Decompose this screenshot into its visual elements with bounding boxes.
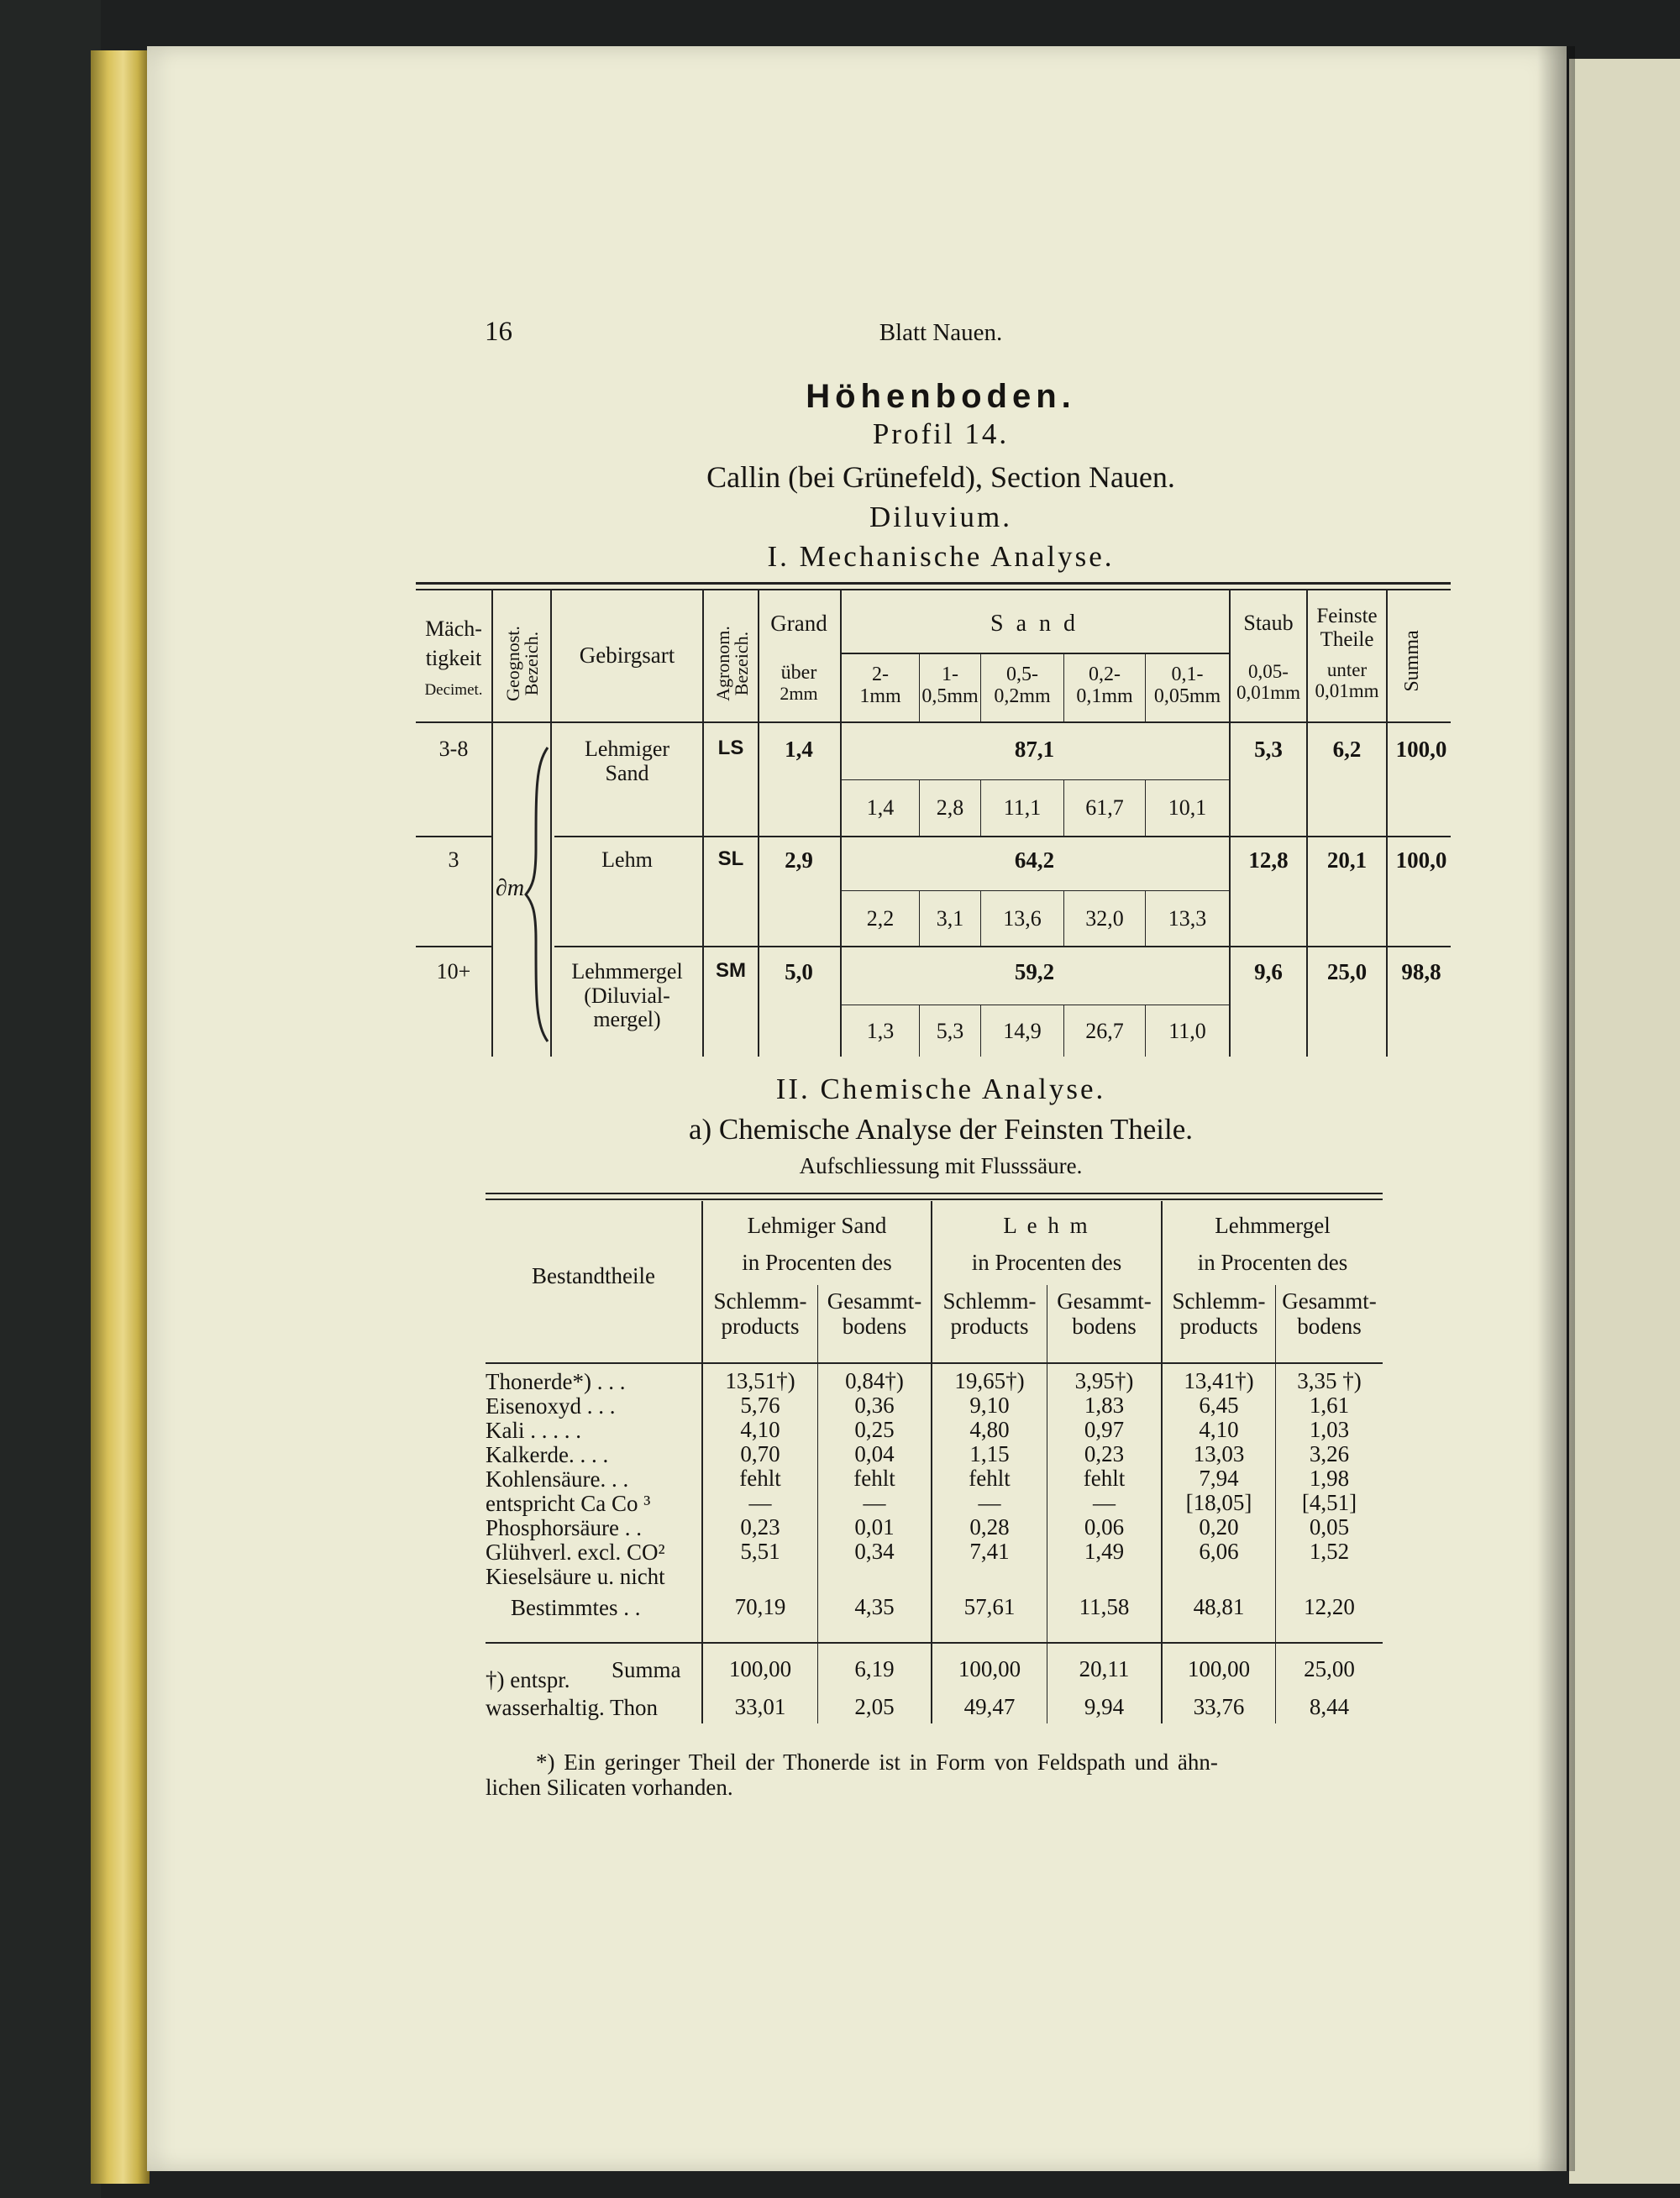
chem-row3-v1: 4,10 [740,1417,780,1442]
chem-row1-v1: 13,51†) [725,1368,795,1393]
chem-row6-v5: [18,05] [1185,1490,1252,1515]
book-cover-left [0,0,101,2198]
chem-row7-v5: 0,20 [1199,1514,1239,1540]
chem-row3-v2: 0,25 [854,1417,895,1442]
summa-v6: 25,00 [1304,1656,1355,1681]
col-grand-header: Grand über 2mm [770,611,827,705]
group2-col-b: Gesammt- bodens [1057,1288,1152,1339]
group1-col-b: Gesammt- bodens [827,1288,922,1339]
chem-row5-v2: fehlt [853,1466,895,1491]
group1-col-a: Schlemm- products [713,1288,807,1339]
chem-row8-v3: 7,41 [969,1539,1010,1564]
sand-fraction-1: 2- 1mm [859,664,901,708]
mech-row2-sand-total: 64,2 [1014,847,1055,873]
chem-row7-v6: 0,05 [1309,1514,1350,1540]
formation-heading: Diluvium. [869,501,1012,533]
ton-v5: 33,76 [1193,1694,1245,1719]
mech-row1-staub: 5,3 [1254,737,1283,762]
chem-row5-v1: fehlt [739,1466,781,1491]
col-agronom-header: Agronom. Bezeich. [712,626,752,701]
ton-v4: 9,94 [1084,1694,1125,1719]
chemical-analysis-heading: II. Chemische Analyse. [775,1073,1106,1105]
ton-label-1: †) entspr. [486,1667,570,1692]
mech-row2-grand: 2,9 [785,847,813,873]
col-gebirgsart-header: Gebirgsart [579,643,675,668]
mech-row2-gebirgsart: Lehm [601,847,653,872]
ton-v2: 2,05 [854,1694,895,1719]
chem-row4-v5: 13,03 [1193,1441,1245,1466]
chem-row1-v6: 3,35 †) [1297,1368,1362,1393]
ton-v1: 33,01 [734,1694,786,1719]
chem-row3-v5: 4,10 [1199,1417,1239,1442]
soil-type-heading: Höhenboden. [806,378,1076,415]
mech-row3-agronom: SM [716,959,746,982]
mech-row3-sand-1: 1,3 [866,1019,895,1043]
chem-row10-v4: 11,58 [1079,1594,1130,1619]
mech-row1-sand-3: 11,1 [1003,795,1042,820]
col-thickness-header: Mäch- tigkeit Decimet. [424,616,483,700]
method-note: Aufschliessung mit Flusssäure. [799,1153,1083,1178]
group2-sub: in Procenten des [971,1250,1122,1275]
mech-row1-sand-5: 10,1 [1168,795,1207,820]
chem-row6-v3: — [978,1490,1001,1515]
group2-name: L e h m [1003,1213,1090,1238]
mech-row3-sand-3: 14,9 [1003,1019,1042,1043]
col-sand-header: S a n d [990,611,1079,637]
geognost-brace [521,739,554,1050]
mechanical-analysis-heading: I. Mechanische Analyse. [767,540,1115,573]
group3-col-b: Gesammt- bodens [1282,1288,1377,1339]
chem-row10-label: Bestimmtes . . [511,1595,641,1620]
footnote-line2: lichen Silicaten vorhanden. [486,1775,733,1800]
mech-row1-sand-4: 61,7 [1085,795,1124,820]
mech-row3-thickness: 10+ [436,959,471,984]
chem-row8-v2: 0,34 [854,1539,895,1564]
chem-row5-v6: 1,98 [1309,1466,1350,1491]
col-geognost-header: Geognost. Bezeich. [502,626,542,701]
chem-row10-v5: 48,81 [1193,1594,1245,1619]
mech-row1-sand-1: 1,4 [866,795,895,820]
col-staub-header: Staub 0,05- 0,01mm [1236,611,1301,703]
mech-row2-agronom: SL [717,847,744,870]
chem-row7-label: Phosphorsäure . . [486,1515,642,1540]
chemical-subheading: a) Chemische Analyse der Feinsten Theile. [688,1113,1194,1146]
chem-row4-v2: 0,04 [854,1441,895,1466]
chem-row5-v5: 7,94 [1199,1466,1239,1491]
mech-row1-thickness: 3-8 [438,737,469,761]
book-page [147,46,1567,2171]
sand-fraction-3: 0,5- 0,2mm [994,664,1051,708]
chem-row8-v1: 5,51 [740,1539,780,1564]
chem-row2-v1: 5,76 [740,1393,780,1418]
summa-label: Summa [612,1657,681,1682]
chem-row7-v2: 0,01 [854,1514,895,1540]
mech-row3-summa: 98,8 [1401,959,1441,984]
footnote-line1: *) Ein geringer Theil der Thonerde ist in Form von Feldspath und ähn- [536,1749,1218,1775]
mech-row1-grand: 1,4 [785,737,813,762]
mech-row3-sand-2: 5,3 [936,1019,964,1043]
summa-v2: 6,19 [854,1656,895,1681]
next-page-strip [1569,59,1680,2184]
chem-row3-v6: 1,03 [1309,1417,1350,1442]
mech-row1-agronom: LS [717,737,744,759]
mech-row3-sand-total: 59,2 [1014,959,1055,984]
ton-v3: 49,47 [963,1694,1016,1719]
mech-row1-gebirgsart: Lehmiger Sand [584,737,670,785]
chem-row1-v4: 3,95†) [1074,1368,1134,1393]
chem-row1-label: Thonerde*) . . . [486,1369,626,1394]
chem-row2-v4: 1,83 [1084,1393,1125,1418]
mech-row1-sand-2: 2,8 [936,795,964,820]
chem-row6-v1: — [748,1490,772,1515]
mech-row2-sand-4: 32,0 [1085,906,1124,931]
chem-row2-v2: 0,36 [854,1393,895,1418]
geognost-symbol: ∂m [496,875,525,901]
mech-row1-sand-total: 87,1 [1014,737,1055,762]
chem-row6-v4: — [1093,1490,1116,1515]
mech-row1-feinste: 6,2 [1332,737,1362,762]
group3-name: Lehmmergel [1215,1213,1331,1238]
chem-row1-v2: 0,84†) [845,1368,904,1393]
page-number: 16 [485,317,512,347]
chem-row5-v3: fehlt [969,1466,1011,1491]
chem-row10-v6: 12,20 [1304,1594,1355,1619]
chem-row4-label: Kalkerde. . . . [486,1442,609,1467]
mech-row2-summa: 100,0 [1395,847,1447,873]
chem-row6-v6: [4,51] [1301,1490,1357,1515]
mech-row2-sand-5: 13,3 [1168,906,1207,931]
chem-row3-v3: 4,80 [969,1417,1010,1442]
chem-row7-v3: 0,28 [969,1514,1010,1540]
mech-row2-feinste: 20,1 [1326,847,1368,873]
summa-v1: 100,00 [728,1656,792,1681]
chem-row8-v5: 6,06 [1199,1539,1239,1564]
mech-row1-summa: 100,0 [1395,737,1447,762]
chem-row5-v4: fehlt [1083,1466,1126,1491]
chem-row3-v4: 0,97 [1084,1417,1125,1442]
mech-row2-staub: 12,8 [1248,847,1289,873]
mech-row2-sand-3: 13,6 [1003,906,1042,931]
running-title: Blatt Nauen. [879,319,1003,346]
group2-col-a: Schlemm- products [942,1288,1037,1339]
chem-row4-v1: 0,70 [740,1441,780,1466]
mech-row3-grand: 5,0 [785,959,813,984]
chem-row4-v3: 1,15 [969,1441,1010,1466]
profile-heading: Profil 14. [872,417,1010,450]
chem-row10-v2: 4,35 [854,1594,895,1619]
chem-row6-label: entspricht Ca Co ³ [486,1491,651,1516]
mech-row3-gebirgsart: Lehmmergel (Diluvial- mergel) [571,959,683,1032]
chem-row6-v2: — [863,1490,886,1515]
col-summa-header: Summa [1401,630,1423,692]
summa-v4: 20,11 [1079,1656,1130,1681]
chem-row10-v3: 57,61 [963,1594,1016,1619]
sand-fraction-5: 0,1- 0,05mm [1153,664,1221,708]
sand-fraction-2: 1- 0,5mm [921,664,979,708]
chem-row8-v4: 1,49 [1084,1539,1125,1564]
mech-row2-sand-1: 2,2 [866,906,895,931]
chem-row7-v1: 0,23 [740,1514,780,1540]
ton-label-2: wasserhaltig. Thon [486,1695,658,1720]
sand-fraction-4: 0,2- 0,1mm [1076,664,1133,708]
chem-row9-label: Kieselsäure u. nicht [486,1564,665,1589]
col-feinste-header: Feinste Theile unter 0,01mm [1315,605,1379,702]
chem-row4-v4: 0,23 [1084,1441,1125,1466]
chem-row8-label: Glühverl. excl. CO² [486,1540,665,1565]
chem-row3-label: Kali . . . . . [486,1418,581,1443]
group3-sub: in Procenten des [1197,1250,1348,1275]
mech-row2-thickness: 3 [448,847,459,872]
chem-row4-v6: 3,26 [1309,1441,1350,1466]
mech-row3-sand-4: 26,7 [1085,1019,1124,1043]
mech-row3-staub: 9,6 [1254,959,1283,984]
chem-row2-v5: 6,45 [1199,1393,1239,1418]
mech-row2-sand-2: 3,1 [936,906,964,931]
chem-row1-v5: 13,41†) [1184,1368,1254,1393]
chem-row10-v1: 70,19 [734,1594,786,1619]
chem-row8-v6: 1,52 [1309,1539,1350,1564]
group1-sub: in Procenten des [742,1250,892,1275]
page-edge-gilt [91,50,150,2184]
chem-row2-label: Eisenoxyd . . . [486,1393,616,1419]
mech-row3-feinste: 25,0 [1326,959,1368,984]
chem-row2-v3: 9,10 [969,1393,1010,1418]
location-heading: Callin (bei Grünefeld), Section Nauen. [706,460,1175,494]
col-bestandtheile-header: Bestandtheile [532,1263,655,1288]
chem-row5-label: Kohlensäure. . . [486,1466,629,1492]
chem-row1-v3: 19,65†) [954,1368,1025,1393]
spine-shadow [1537,46,1575,2171]
chem-row2-v6: 1,61 [1309,1393,1350,1418]
group1-name: Lehmiger Sand [747,1213,887,1238]
summa-v5: 100,00 [1187,1656,1251,1681]
summa-v3: 100,00 [958,1656,1021,1681]
chem-row7-v4: 0,06 [1084,1514,1125,1540]
group3-col-a: Schlemm- products [1172,1288,1266,1339]
mech-row3-sand-5: 11,0 [1168,1019,1206,1043]
ton-v6: 8,44 [1309,1694,1350,1719]
